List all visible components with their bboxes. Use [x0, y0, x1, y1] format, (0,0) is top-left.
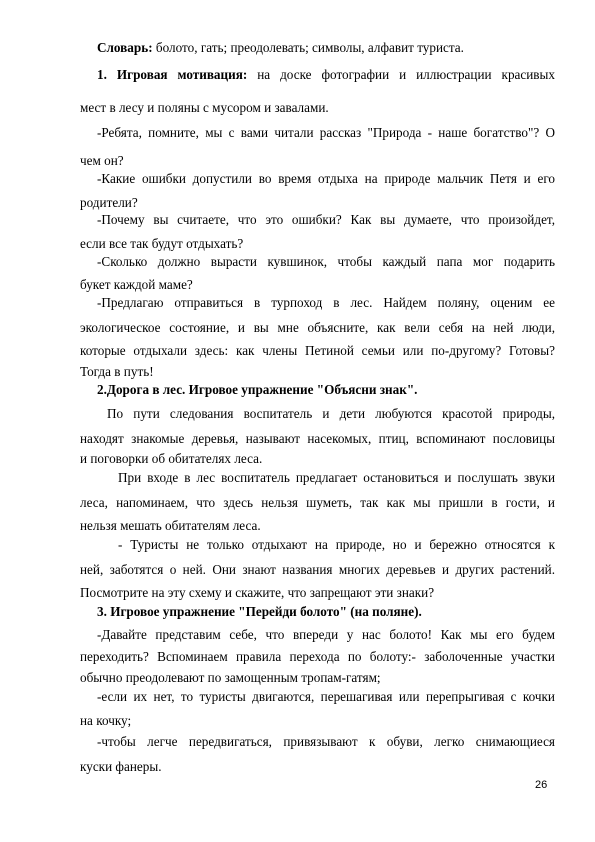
text-line: -Почему вы считаете, что это ошибки? Как вы думаете, что произойдет,: [97, 212, 555, 227]
text-line: экологическое состояние, и вы мне объясните, как вели себя на ней люди,: [80, 320, 555, 335]
text-line: -Ребята, помните, мы с вами читали рассказ "Природа - наше богатство"? О: [97, 125, 555, 140]
bold-term: Словарь:: [97, 40, 153, 55]
text-line: мест в лесу и поляны с мусором и завалами.: [80, 100, 329, 115]
text-line: Посмотрите на эту схему и скажите, что запрещают эти знаки?: [80, 585, 435, 600]
text-line: и поговорки об обитателях леса.: [80, 451, 263, 466]
text-line: нельзя мешать обитателям леса.: [80, 518, 261, 533]
text-line: -чтобы легче передвигаться, привязывают к обуви, легко снимающиеся: [97, 734, 555, 749]
text-line: которые отдыхали здесь: как члены Петиной семьи или по-другому? Готовы?: [80, 343, 555, 358]
text-line: находят знакомые деревья, называют насекомых, птиц, вспоминают пословицы: [80, 431, 555, 446]
text-line: При входе в лес воспитатель предлагает остановиться и послушать звуки: [118, 470, 555, 485]
text-line: 3. Игровое упражнение "Перейди болото" (на поляне).: [97, 604, 422, 619]
text-line: обычно преодолевают по замощенным тропам-гатям;: [80, 670, 381, 685]
text-line: Словарь: болото, гать; преодолевать; символы, алфавит туриста.: [97, 40, 464, 55]
text-line: ней, заботятся о ней. Они знают названия многих деревьев и других растений.: [80, 562, 555, 577]
text-line: на кочку;: [80, 713, 132, 728]
text-line: -Предлагаю отправиться в турпоход в лес. Найдем поляну, оценим ее: [97, 295, 555, 310]
page-number: 26: [535, 779, 548, 791]
text-line: 2.Дорога в лес. Игровое упражнение "Объясни знак".: [97, 382, 418, 397]
text-line: -Сколько должно вырасти кувшинок, чтобы каждый папа мог подарить: [97, 254, 555, 269]
text-line: если все так будут отдыхать?: [80, 236, 244, 251]
text-line: Тогда в путь!: [80, 364, 154, 379]
text-line: чем он?: [80, 153, 124, 168]
text-line: -Какие ошибки допустили во время отдыха на природе мальчик Петя и его: [97, 171, 555, 186]
text-line: - Туристы не только отдыхают на природе, но и бережно относятся к: [118, 537, 555, 552]
text-line: переходить? Вспоминаем правила перехода по болоту:- заболоченные участки: [80, 649, 555, 664]
bold-term: 1. Игровая мотивация:: [97, 67, 248, 82]
text-line: -если их нет, то туристы двигаются, перешагивая или перепрыгивая с кочки: [97, 689, 555, 704]
text-line: 1. Игровая мотивация: на доске фотографии и иллюстрации красивых: [97, 67, 555, 82]
text-line: куски фанеры.: [80, 759, 162, 774]
text-line: По пути следования воспитатель и дети любуются красотой природы,: [107, 406, 555, 421]
text-line: леса, напоминаем, что здесь нельзя шуметь, так как мы пришли в гости, и: [80, 495, 555, 510]
text-line: -Давайте представим себе, что впереди у нас болото! Как мы его будем: [97, 627, 555, 642]
text-line: родители?: [80, 195, 138, 210]
text-line: букет каждой маме?: [80, 277, 193, 292]
